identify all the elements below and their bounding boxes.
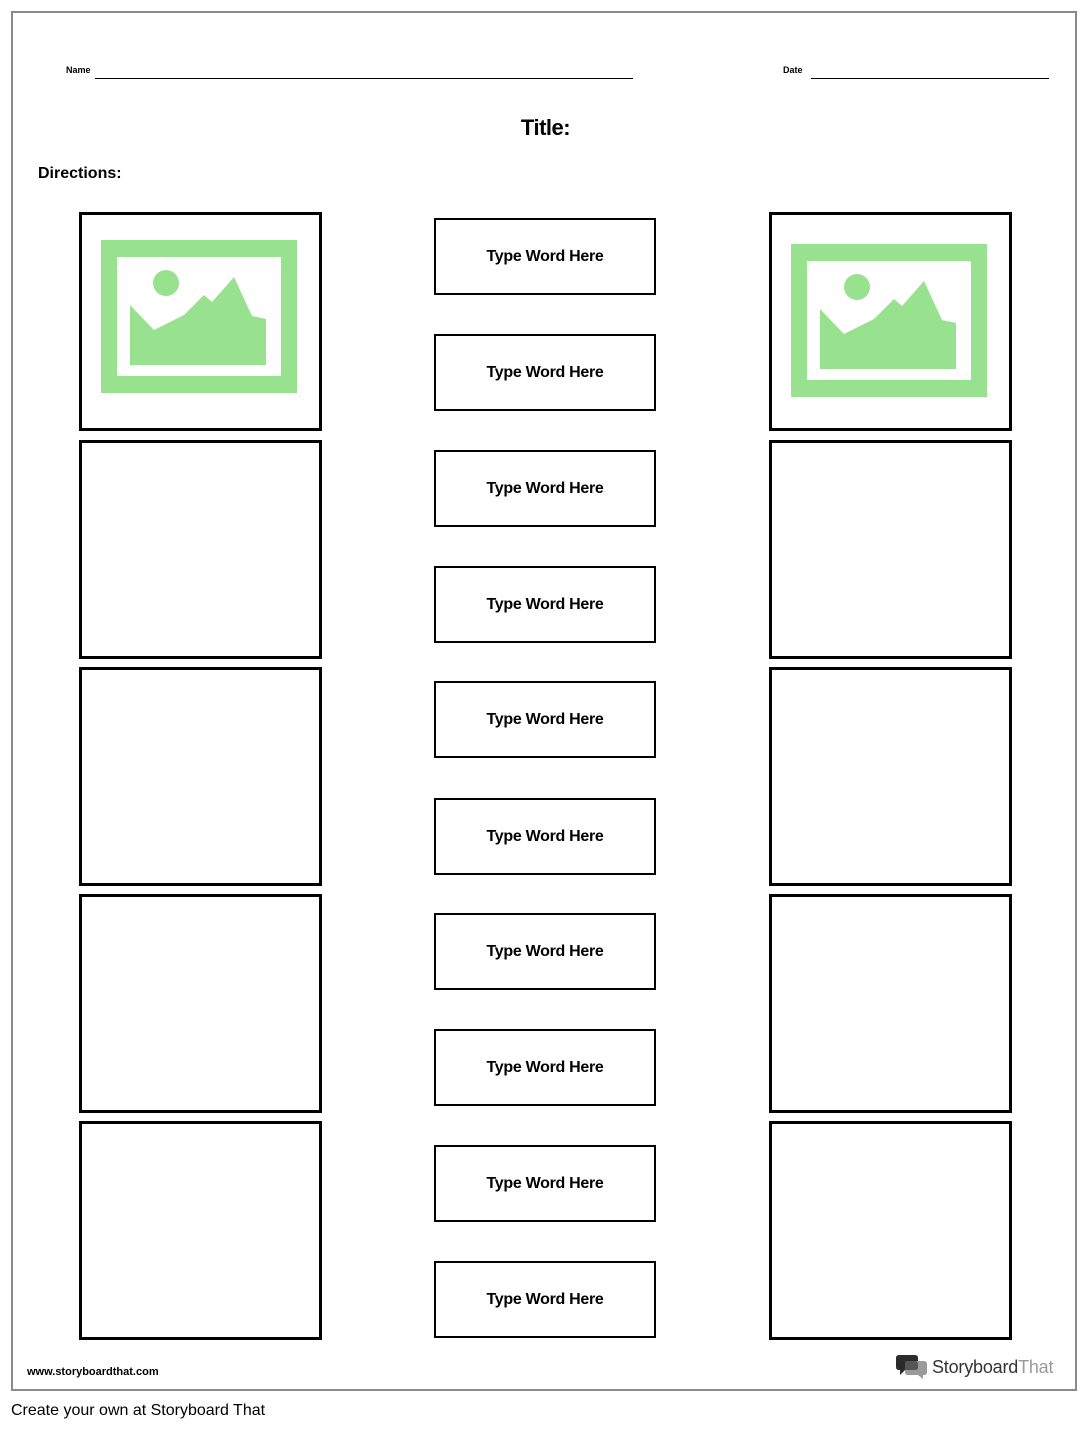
page-title[interactable]: Title: bbox=[520, 115, 571, 140]
image-placeholder-icon bbox=[101, 240, 297, 393]
word-box-2[interactable]: Type Word Here bbox=[434, 334, 656, 411]
left-picture-box-1[interactable] bbox=[79, 212, 322, 431]
date-label: Date bbox=[783, 65, 803, 75]
image-placeholder-icon bbox=[791, 244, 987, 397]
word-box-3[interactable]: Type Word Here bbox=[434, 450, 656, 527]
word-box-5[interactable]: Type Word Here bbox=[434, 681, 656, 758]
date-line[interactable] bbox=[811, 78, 1049, 79]
right-picture-box-2[interactable] bbox=[769, 440, 1012, 659]
footer-url[interactable]: www.storyboardthat.com bbox=[27, 1366, 159, 1378]
left-picture-box-4[interactable] bbox=[79, 894, 322, 1113]
word-box-8[interactable]: Type Word Here bbox=[434, 1029, 656, 1106]
word-box-10[interactable]: Type Word Here bbox=[434, 1261, 656, 1338]
right-picture-box-5[interactable] bbox=[769, 1121, 1012, 1340]
left-picture-box-3[interactable] bbox=[79, 667, 322, 886]
word-box-7[interactable]: Type Word Here bbox=[434, 913, 656, 990]
word-box-9[interactable]: Type Word Here bbox=[434, 1145, 656, 1222]
right-picture-box-3[interactable] bbox=[769, 667, 1012, 886]
left-picture-box-5[interactable] bbox=[79, 1121, 322, 1340]
brand-name-part2: That bbox=[1018, 1356, 1054, 1377]
storyboardthat-logo[interactable] bbox=[896, 1354, 1053, 1380]
brand-name-part1: Storyboard bbox=[932, 1356, 1019, 1377]
right-picture-box-1[interactable] bbox=[769, 212, 1012, 431]
word-box-4[interactable]: Type Word Here bbox=[434, 566, 656, 643]
word-box-1[interactable]: Type Word Here bbox=[434, 218, 656, 295]
directions-label[interactable]: Directions: bbox=[38, 165, 122, 182]
word-box-6[interactable]: Type Word Here bbox=[434, 798, 656, 875]
right-picture-box-4[interactable] bbox=[769, 894, 1012, 1113]
name-line[interactable] bbox=[95, 78, 633, 79]
speech-bubbles-icon bbox=[896, 1354, 928, 1380]
left-picture-box-2[interactable] bbox=[79, 440, 322, 659]
create-your-own-link[interactable]: Create your own at Storyboard That bbox=[11, 1402, 266, 1419]
name-label: Name bbox=[66, 65, 91, 75]
